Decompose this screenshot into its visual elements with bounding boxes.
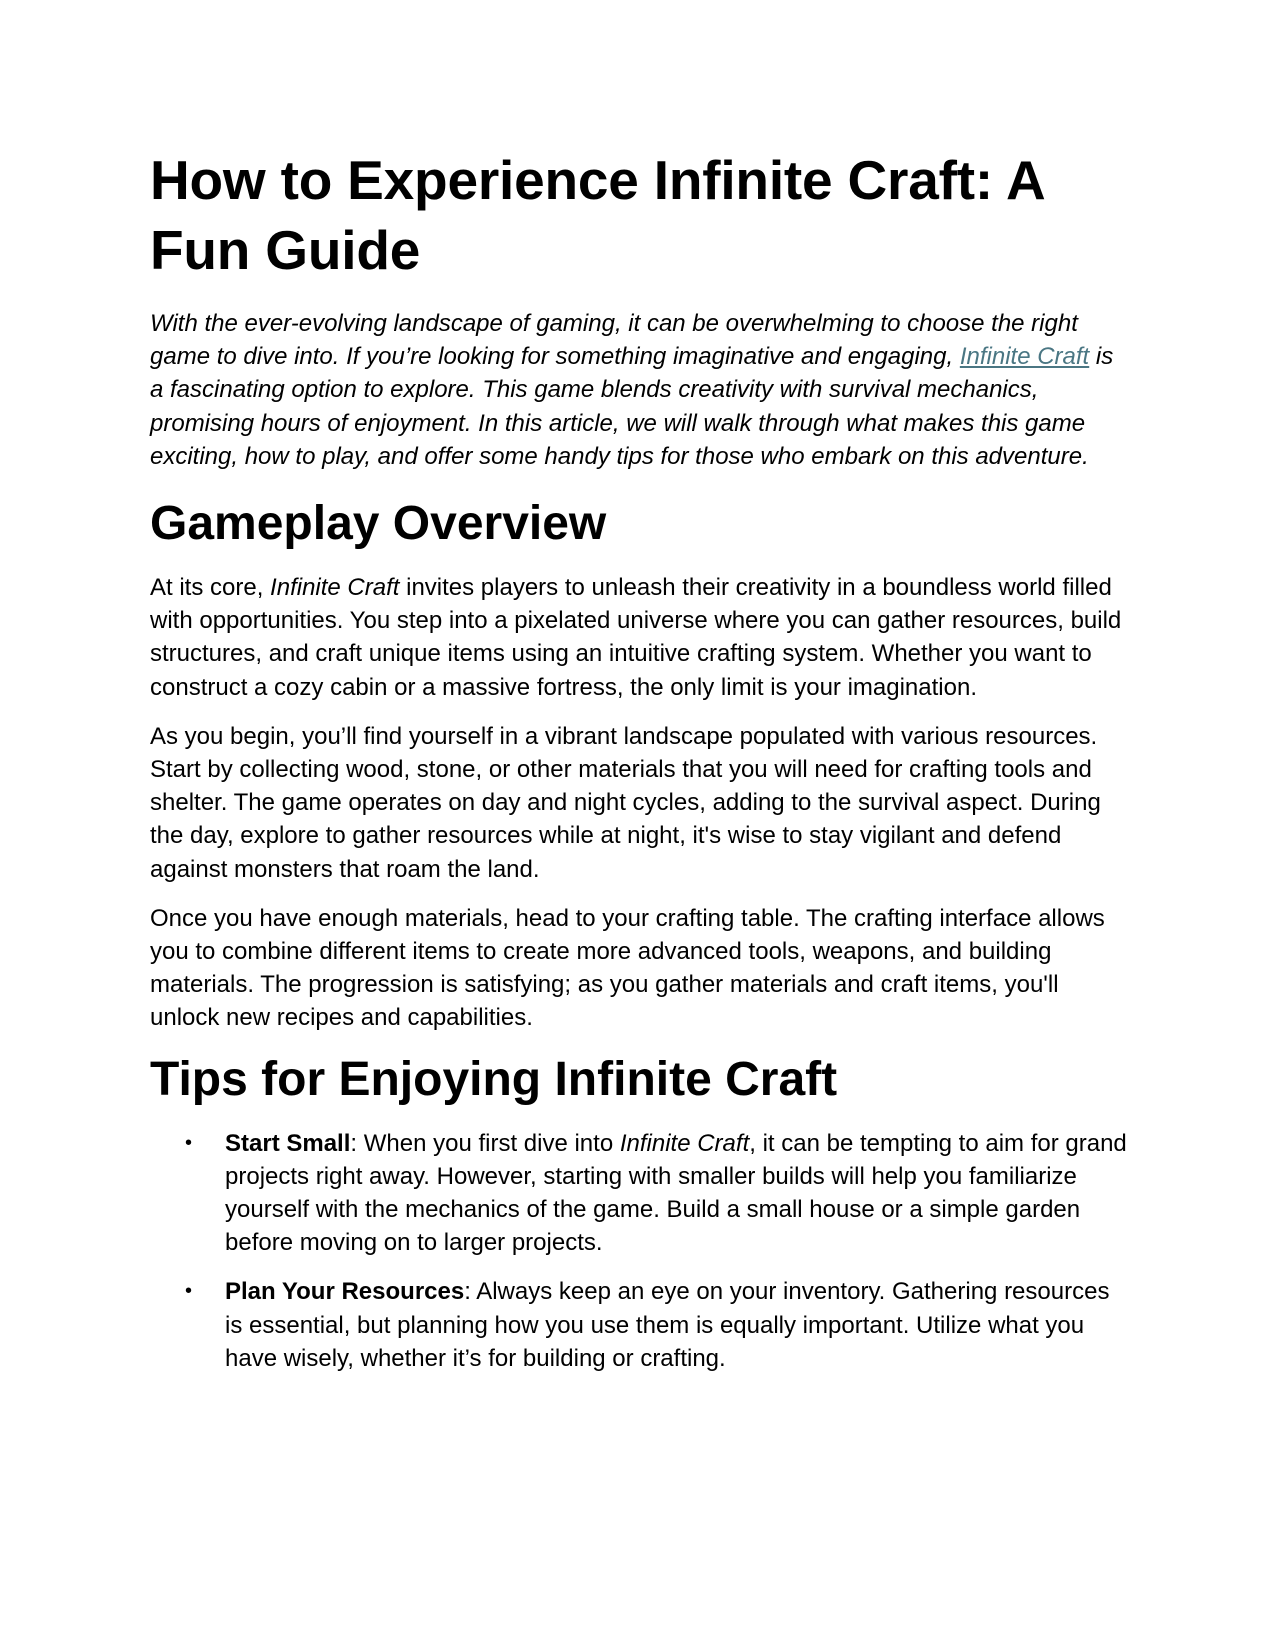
document-page: [150, 145, 1130, 1391]
gameplay-overview-heading: Gameplay Overview: [150, 497, 607, 551]
intro-paragraph: [150, 307, 1130, 473]
gameplay-paragraph-3: Once you have enough materials, head to your crafting table. The crafting interface allows you to combine different items to create more advanced tools, weapons, and building materials. The progression is satisfying; as you gather materials and craft items, you'll unlock new recipes and capabilities.: [150, 904, 1105, 1032]
page-title: How to Experience Infinite Craft: A Fun Guide: [150, 149, 1044, 281]
tip-text: : Always keep an eye on your inventory. Gathering resources is essential, but planning how you use them is equally important. Utilize what you have wisely, whether it’s for building or crafting.: [225, 1278, 1110, 1372]
gameplay-paragraph-2: As you begin, you’ll find yourself in a vibrant landscape populated with various resources. Start by collecting wood, stone, or other materials that you will need for crafting tools and shelter. The game operates on day and night cycles, adding to the survival aspect. During the day, explore to gather resources while at night, it's wise to stay vigilant and defend against monsters that roam the land.: [150, 722, 1101, 883]
tip-italic: Infinite Craft: [619, 1129, 750, 1157]
tip-title: Plan Your Resources: [225, 1278, 465, 1306]
list-item: [185, 1127, 1130, 1260]
tip-title: Start Small: [225, 1129, 351, 1157]
gameplay-p1-italic: Infinite Craft: [270, 574, 400, 602]
bullet-icon: •: [185, 1131, 193, 1154]
bullet-icon: •: [185, 1280, 193, 1303]
tips-heading: Tips for Enjoying Infinite Craft: [150, 1052, 838, 1106]
intro-text-after-link: is a fascinating option to explore. This game blends creativity with survival mechanics, promising hours of enjoyment. In this article, we will walk through what makes this game exciting, how to play, and offer some handy tips for those who embark on this adventure.: [150, 343, 1114, 470]
gameplay-p1-before: At its core,: [150, 574, 271, 602]
gameplay-paragraph-1: [150, 571, 1130, 704]
list-item: [185, 1275, 1130, 1375]
gameplay-p1-after: invites players to unleash their creativity in a boundless world filled with opportunities. You step into a pixelated universe where you can gather resources, build structures, and craft unique items using an intuitive crafting system. Whether you want to construct a cozy cabin or a massive fortress, the only limit is your imagination.: [150, 574, 1122, 701]
tip-text-before-italic: : When you first dive into: [350, 1129, 620, 1157]
tip-text-after-italic: , it can be tempting to aim for grand projects right away. However, starting with smaller builds will help you familiarize yourself with the mechanics of the game. Build a small house or a simple garden before moving on to larger projects.: [225, 1129, 1127, 1257]
infinite-craft-link[interactable]: Infinite Craft: [959, 343, 1090, 371]
tips-list: [150, 1127, 1130, 1375]
intro-text-before-link: With the ever-evolving landscape of gaming, it can be overwhelming to choose the right game to dive into. If you’re looking for something imaginative and engaging,: [150, 310, 1078, 371]
